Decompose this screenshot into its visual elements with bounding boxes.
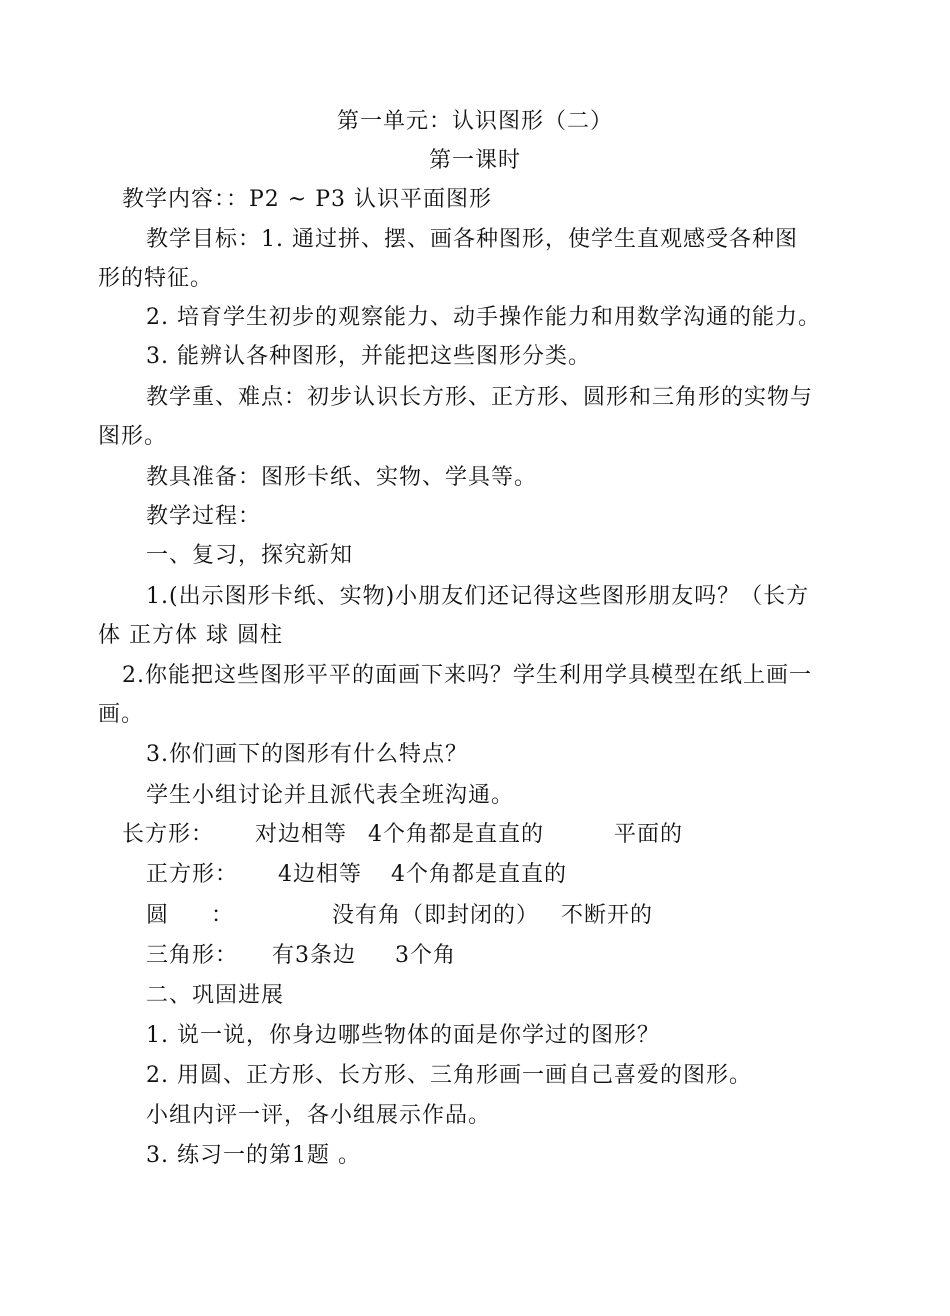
shape-name-square: 正方形： — [146, 862, 239, 887]
shape-feature: 4个角都是直直的 — [368, 822, 544, 847]
step-3: 3.你们画下的图形有什么特点？ — [146, 742, 468, 767]
teaching-process: 教学过程： — [146, 504, 262, 529]
shape-name-colon: ： — [211, 903, 235, 928]
section-2-heading: 二、巩固进展 — [146, 983, 285, 1008]
teaching-goal-2: 2. 培育学生初步的观察能力、动手操作能力和用数学沟通的能力。 — [146, 305, 821, 330]
exercise-2-cont: 小组内评一评，各小组展示作品。 — [146, 1103, 492, 1128]
step-2: 2.你能把这些图形平平的面画下来吗？学生利用学具模型在纸上画一 — [122, 663, 812, 688]
shape-name-rectangle: 长方形： — [122, 822, 215, 847]
teaching-goal-3: 3. 能辨认各种图形，并能把这些图形分类。 — [146, 344, 591, 369]
section-1-heading: 一、复习，探究新知 — [146, 543, 354, 568]
exercise-2: 2. 用圆、正方形、长方形、三角形画一画自己喜爱的图形。 — [146, 1063, 752, 1088]
teaching-tools: 教具准备：图形卡纸、实物、学具等。 — [146, 465, 538, 490]
exercise-1: 1. 说一说，你身边哪些物体的面是你学过的图形？ — [146, 1023, 660, 1048]
shape-feature: 有3条边 — [272, 943, 356, 968]
shape-feature: 没有角（即封闭的） — [332, 903, 540, 928]
teaching-goal-1-cont: 形的特征。 — [98, 266, 214, 291]
step-2-cont: 画。 — [98, 702, 145, 727]
document-subtitle: 第一课时 — [428, 148, 521, 173]
shape-name-triangle: 三角形： — [146, 943, 239, 968]
step-1: 1.(出示图形卡纸、实物)小朋友们还记得这些图形朋友吗？（长方 — [146, 584, 810, 609]
shape-feature: 4个角都是直直的 — [391, 862, 567, 887]
document-title: 第一单元：认识图形（二） — [336, 109, 613, 134]
teaching-content: 教学内容：：P2 ~ P3 认识平面图形 — [122, 187, 493, 212]
shape-name-circle: 圆 — [146, 903, 170, 928]
group-discussion: 学生小组讨论并且派代表全班沟通。 — [146, 783, 515, 808]
shape-feature: 平面的 — [614, 822, 684, 847]
key-points: 教学重、难点：初步认识长方形、正方形、圆形和三角形的实物与 — [146, 385, 814, 410]
step-1-cont: 体 正方体 球 圆柱 — [98, 623, 283, 648]
shape-feature: 不断开的 — [561, 903, 654, 928]
shape-feature: 对边相等 — [255, 822, 348, 847]
exercise-3: 3. 练习一的第1题 。 — [146, 1143, 361, 1168]
key-points-cont: 图形。 — [98, 424, 168, 449]
teaching-goal-1: 教学目标：1. 通过拼、摆、画各种图形，使学生直观感受各种图 — [146, 227, 798, 252]
shape-feature: 4边相等 — [278, 862, 362, 887]
shape-feature: 3个角 — [395, 943, 456, 968]
